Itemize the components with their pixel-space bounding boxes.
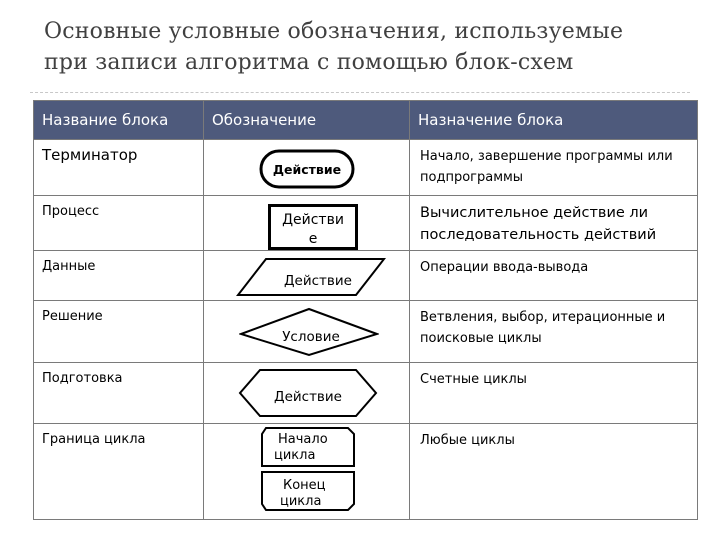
table-row (34, 363, 698, 424)
table-header-row (34, 101, 698, 140)
table-row (34, 301, 698, 363)
header-purpose: Назначение блока (410, 101, 698, 140)
decision-diamond-icon (239, 307, 379, 357)
terminator-icon (259, 149, 355, 189)
table-row (34, 424, 698, 520)
symbol-label: Действие (284, 273, 352, 289)
symbol-label-line2: е (308, 231, 318, 247)
row-name: Граница цикла (34, 424, 204, 520)
row-symbol (204, 251, 410, 301)
row-description: Любые циклы (410, 424, 698, 520)
row-name: Данные (34, 251, 204, 301)
symbol-label-line1: Действи (282, 212, 344, 228)
header-symbol: Обозначение (204, 101, 410, 140)
row-name: Подготовка (34, 363, 204, 424)
title-line-2: при записи алгоритма с помощью блок-схем (44, 50, 574, 75)
title-line-1: Основные условные обозначения, используемые (44, 19, 624, 44)
row-name: Процесс (34, 196, 204, 251)
row-symbol (204, 363, 410, 424)
symbol-label: Действие (272, 162, 342, 177)
loop-start-line2: цикла (274, 448, 316, 463)
row-symbol (204, 196, 410, 251)
title-divider (30, 92, 690, 93)
header-block-name: Название блока (34, 101, 204, 140)
table-row (34, 196, 698, 251)
loop-end-line2: цикла (280, 494, 322, 509)
data-parallelogram-icon (236, 257, 386, 297)
loop-start-line1: Начало (278, 432, 328, 447)
process-icon (268, 204, 358, 250)
row-description: Ветвления, выбор, итерационные и поисковые циклы (410, 301, 698, 363)
row-symbol (204, 424, 410, 520)
row-description: Начало, завершение программы или подпрограммы (410, 140, 698, 196)
row-name: Терминатор (34, 140, 204, 196)
row-description: Счетные циклы (410, 363, 698, 424)
symbol-label: Условие (282, 329, 340, 345)
symbol-label: Действие (274, 389, 342, 405)
row-symbol (204, 301, 410, 363)
page-title (44, 16, 704, 78)
row-symbol (204, 140, 410, 196)
table-row (34, 140, 698, 196)
row-name: Решение (34, 301, 204, 363)
row-description: Вычислительное действие ли последовательность действий (410, 196, 698, 251)
row-description: Операции ввода-вывода (410, 251, 698, 301)
flowchart-symbols-table (33, 100, 698, 520)
table-row (34, 251, 698, 301)
preparation-hexagon-icon (238, 368, 378, 418)
loop-end-line1: Конец (283, 478, 326, 493)
loop-limit-icon (258, 426, 358, 514)
